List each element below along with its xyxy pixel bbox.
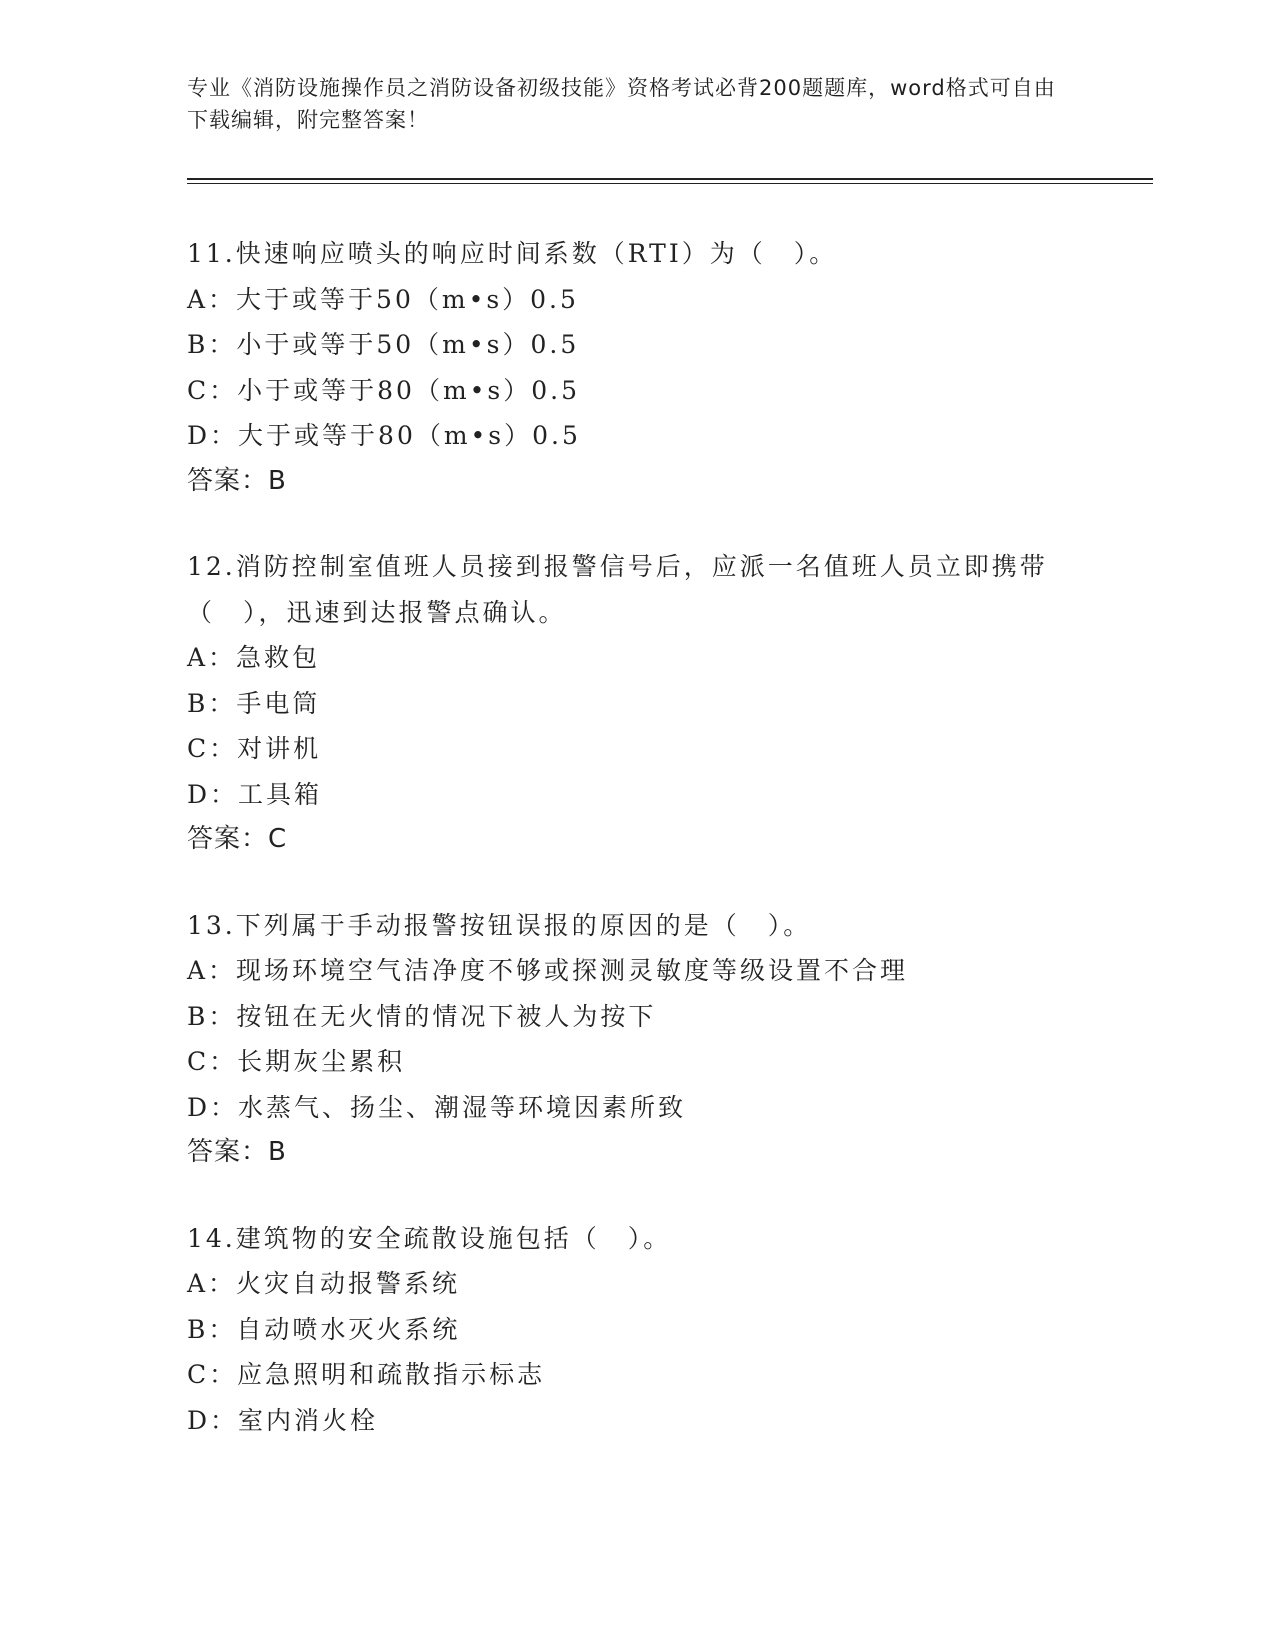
header-divider-thin: [187, 183, 1153, 184]
question-stem: 14.建筑物的安全疏散设施包括（ ）。: [187, 1223, 672, 1253]
option-a: A：急救包: [187, 643, 321, 672]
question-stem: 12.消防控制室值班人员接到报警信号后，应派一名值班人员立即携带（ ），迅速到达报警点确认。: [187, 552, 1048, 627]
answer-text: 答案：B: [187, 1137, 287, 1167]
option-c: C：小于或等于80（m•s）0.5: [187, 375, 580, 405]
header-divider-thick: [187, 178, 1153, 180]
question-list: [187, 231, 1087, 1483]
option-d: D：工具箱: [187, 779, 323, 809]
answer-text: 答案：C: [187, 824, 288, 854]
question-13: [187, 903, 1087, 1176]
option-a: A：现场环境空气洁净度不够或探测灵敏度等级设置不合理: [187, 956, 909, 985]
option-c: C：应急照明和疏散指示标志: [187, 1360, 546, 1389]
question-stem: 11.快速响应喷头的响应时间系数（RTI）为（ ）。: [187, 239, 838, 268]
option-d: D：大于或等于80（m•s）0.5: [187, 421, 581, 450]
document-header: 专业《消防设施操作员之消防设备初级技能》资格考试必背200题题库，word格式可自由下载编辑，附完整答案！: [187, 76, 1056, 132]
question-12: [187, 544, 1087, 863]
question-11: [187, 231, 1087, 504]
option-c: C：对讲机: [187, 734, 322, 763]
option-c: C：长期灰尘累积: [187, 1047, 406, 1076]
option-a: A：火灾自动报警系统: [187, 1269, 461, 1298]
option-b: B：按钮在无火情的情况下被人为按下: [187, 1001, 657, 1031]
option-b: B：小于或等于50（m•s）0.5: [187, 330, 580, 359]
option-b: B：手电筒: [187, 688, 321, 718]
question-stem: 13.下列属于手动报警按钮误报的原因的是（ ）。: [187, 910, 812, 940]
option-b: B：自动喷水灭火系统: [187, 1314, 461, 1344]
option-a: A：大于或等于50（m•s）0.5: [187, 284, 579, 314]
question-14: [187, 1216, 1087, 1444]
answer-text: 答案：B: [187, 465, 287, 496]
option-d: D：水蒸气、扬尘、潮湿等环境因素所致: [187, 1092, 687, 1122]
option-d: D：室内消火栓: [187, 1405, 379, 1435]
